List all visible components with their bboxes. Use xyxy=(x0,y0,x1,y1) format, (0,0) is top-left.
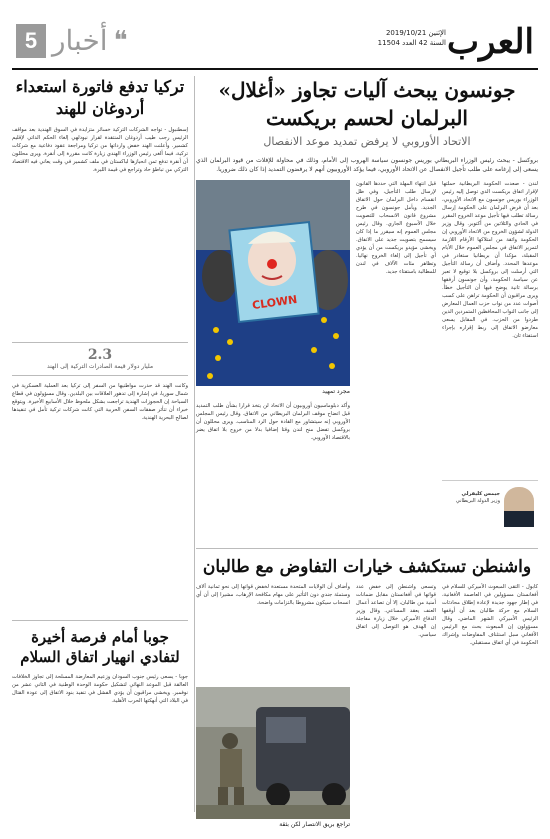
second-photo xyxy=(196,687,350,819)
protest-photo-illustration xyxy=(196,180,350,386)
main-text-column-3: وأكد دبلوماسيون أوروبيون أن الاتحاد لن يتخذ قرارا بشأن طلب التمديد قبل اتضاح موقف البرلمان البريطاني من الاتفاق. وقال رئيس المجلس الأوروبي إنه سيتشاور مع القادة حول الرد المناسب. ويرى محللون أن بروكسل تفضل منح لندن وقتا إضافيا بدلا من خروج بلا اتفاق يضر بالاقتصاد الأوروبي. xyxy=(196,403,350,441)
main-photo xyxy=(196,180,350,386)
issue-date: الإثنين 2019/10/21 xyxy=(385,29,446,37)
main-headline-line-2: البرلمان لحسم بريكست xyxy=(266,106,468,130)
main-columns xyxy=(196,76,538,829)
second-text-column-2: وتسعى واشنطن إلى خفض عدد قواتها في أفغانستان مقابل ضمانات أمنية من طالبان، إلا أن تصاعد أعمال العنف يعقد المساعي. وقال وزير الدفاع الأميركي خلال زيارة مفاجئة إن الهدف هو التوصل إلى اتفاق سياسي. xyxy=(356,584,436,638)
author-caption: وزير الدولة البريطاني xyxy=(455,498,500,504)
second-photo-caption: تراجع بريق الانتصار لكن بثقة xyxy=(279,821,350,828)
newspaper-logo: العرب xyxy=(447,22,534,62)
section-tab xyxy=(16,24,128,58)
main-photo-block xyxy=(196,180,350,394)
second-story-body xyxy=(196,583,538,829)
stat-text: مليار دولار قيمة الصادرات التركية إلى الهند xyxy=(46,363,154,370)
main-text-column-2: قبل انتهاء المهلة التي حددها القانون لإرسال طلب التأجيل، وفي ظل انقسام داخل البرلمان حول الاتفاق الجديد. ويأمل جونسون في طرح مشروع قانون الانسحاب للتصويت خلال الأسبوع الجاري. وقال رئيس مجلس العموم إنه سيقرر ما إذا كان سيسمح بتصويت جديد على الاتفاق. ويخشى مؤيدو بريكست من أن يؤدي أي تأجيل إلى إلغاء الخروج نهائيا. وتظاهر مئات الآلاف في لندن للمطالبة باستفتاء جديد. xyxy=(356,181,436,275)
author-avatar xyxy=(504,487,534,527)
left-text-2: وكانت الهند قد حذرت مواطنيها من السفر إلى تركيا بعد العملية العسكرية في شمال سوريا، في إشارة إلى تدهور العلاقات بين البلدين. وقال مسؤولون في قطاع السياحة إن الحجوزات الهندية تراجعت بشكل ملحوظ خلال الأسابيع الأخيرة. ويتوقع خبراء أن تتأثر صفقات السفن الحربية التي كانت شركات تركية تأمل في تنفيذها لصالح البحرية الهندية. xyxy=(12,383,188,421)
left-headline-2: جوبا أمام فرصة أخيرة لتفادي انهيار اتفاق السلام xyxy=(12,620,188,667)
stat-number: 2.3 xyxy=(87,347,113,363)
left-text-3: جوبا - يسعى رئيس جنوب السودان وزعيم المعارضة المسلحة إلى تجاوز الخلافات العالقة قبل الموعد النهائي لتشكيل حكومة الوحدة الوطنية في الثاني عشر من نوفمبر. ويخشى مراقبون أن يؤدي الفشل في تنفيذ بنود الاتفاق إلى عودة القتال في البلاد التي أنهكتها الحرب الأهلية. xyxy=(12,674,188,704)
author-name: جيمس كليفرلي xyxy=(461,491,500,497)
main-text-column-1 xyxy=(442,180,538,540)
section-number: 5 xyxy=(16,24,46,58)
stat-box xyxy=(12,342,188,376)
section-title: أخبار xyxy=(52,24,108,57)
main-headline-line-1: جونسون يبحث آليات تجاوز «أغلال» xyxy=(218,78,516,102)
main-headline xyxy=(196,76,538,132)
author-info xyxy=(444,491,500,505)
author-box xyxy=(442,480,538,536)
main-photo-caption: مجرد تمهيد xyxy=(322,388,350,395)
left-column xyxy=(12,76,188,839)
dateline xyxy=(378,28,446,48)
quote-mark-icon: ❝ xyxy=(113,26,128,56)
main-text-1: لندن - صعدت الحكومة البريطانية حملتها لإقرار اتفاق بريكست الذي توصل إليه رئيس الوزراء بوريس جونسون مع الاتحاد الأوروبي، بعد أن فرض البرلمان على الحكومة إرسال رسالة تطلب فيها تأجيل موعد الخروج المقرر في الحادي والثلاثين من أكتوبر. وقال وزير الدولة لشؤون الخروج من الاتحاد الأوروبي إن الحكومة واثقة من امتلاكها الأرقام اللازمة لتمرير الاتفاق في مجلس العموم خلال الأيام المقبلة، مؤكدا أن بريطانيا ستغادر في موعدها المحدد. وأضاف أن رسالة التأجيل التي أرسلت إلى بروكسل بلا توقيع لا تعبر عن سياسة الحكومة، وأن جونسون أرفقها برسالة ثانية يوضح فيها أن التأجيل خطأ. ويرى مراقبون أن الحكومة تراهن على كسب أصوات عدد من نواب حزب العمال المعارض إلى جانب النواب المحافظين المتمردين الذين طردوا من الحزب. في المقابل يسعى معارضو الاتفاق إلى ربط إقراره بإجراء استفتاء ثان. xyxy=(442,181,538,339)
masthead-rule xyxy=(12,68,538,70)
second-text-column-1: كابول - التقى المبعوث الأميركي للسلام في أفغانستان مسؤولين في العاصمة الأفغانية، في إطار جهود جديدة لإعادة إطلاق محادثات السلام مع حركة طالبان بعد أن أوقفها الرئيس الأميركي الشهر الماضي. وقال مسؤولون إن المبعوث بحث مع الرئيس الأفغاني سبل استئناف المفاوضات وإشراك الحكومة في أي اتفاق مستقبلي. xyxy=(442,584,538,646)
left-headline: تركيا تدفع فاتورة استعداء أردوغان للهند xyxy=(15,77,185,118)
soldier-vehicle-illustration xyxy=(196,687,350,819)
second-text-column-3: وأضاف أن الولايات المتحدة مستعدة لخفض قواتها إلى نحو ثمانية آلاف وستمئة جندي دون التأثير على مهام مكافحة الإرهاب، مشيرا إلى أن أي انسحاب سيكون مشروطا بالتزامات واضحة. xyxy=(196,584,350,606)
masthead xyxy=(12,22,538,66)
left-text-1: إسطنبول - تواجه الشركات التركية خسائر متزايدة في السوق الهندية بعد مواقف الرئيس رجب طيب أردوغان المنتقدة لقرار نيودلهي إلغاء الحكم الذاتي لإقليم كشمير. وأعلنت الهند خفض وارداتها من تركيا ومراجعة عقود دفاعية مع شركات تركية، فيما ألغى رئيس الوزراء الهندي زيارة كانت مقررة إلى أنقرة. ويرى محللون أن أنقرة تدفع ثمن انحيازها لباكستان في ملف كشمير في وقت يعاني فيه الاقتصاد التركي من تباطؤ حاد وتراجع في قيمة الليرة. xyxy=(12,127,188,173)
main-story-body xyxy=(196,180,538,540)
column-divider xyxy=(194,76,195,812)
issue-number: السنة 42 العدد 11504 xyxy=(377,39,446,47)
main-deck: الاتحاد الأوروبي لا يرفض تمديد موعد الانفصال xyxy=(263,135,471,148)
second-headline: واشنطن تستكشف خيارات التفاوض مع طالبان xyxy=(196,548,538,579)
protest-sign-text: CLOWN xyxy=(251,292,299,313)
main-lede: بروكسل - يبحث رئيس الوزراء البريطاني بوريس جونسون سياسة الهروب إلى الأمام، وذلك في محاولة للإفلات من قيود البرلمان الذي يسعى إلى إرغامه على طلب تأجيل الانفصال عن الاتحاد الأوروبي، فيما يؤكد الأوروبيون أنهم لا يرفضون التمديد إذا كان ذلك ضروريا. xyxy=(196,157,538,173)
